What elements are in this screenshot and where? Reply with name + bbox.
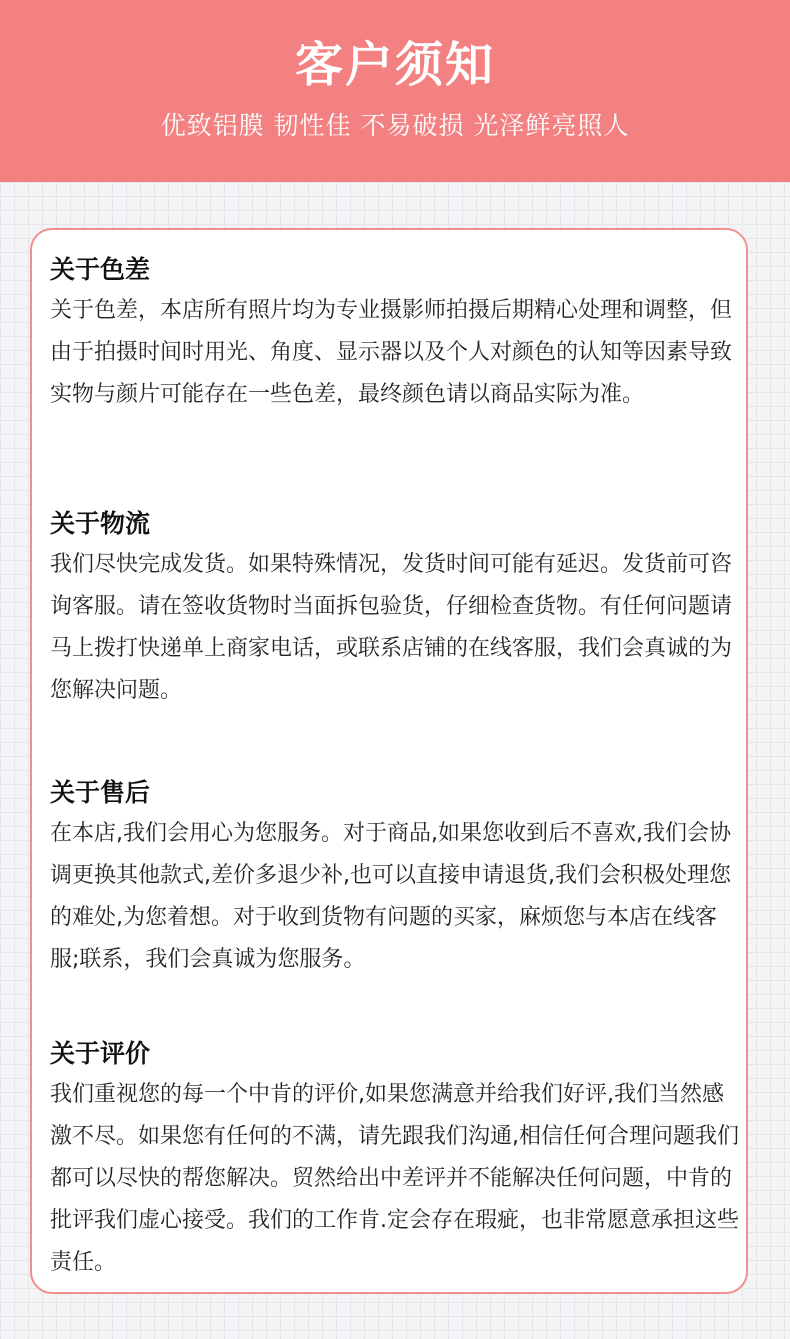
section-body: 我们重视您的每一个中肯的评价,如果您满意并给我们好评,我们当然感激不尽。如果您有任何的不满，请先跟我们沟通,相信任何合理问题我们都可以尽快的帮您解决。贸然给出中差评并不能解决任何问题，中肯的批评我们虚心接受。我们的工作肯.定会存在瑕疵，也非常愿意承担这些责任。: [50, 1082, 739, 1275]
section-heading: 关于物流: [50, 509, 151, 538]
section-after-sales: [50, 773, 740, 981]
section-heading: 关于售后: [50, 778, 151, 807]
notice-card: [30, 228, 748, 1294]
header-banner: [0, 0, 790, 182]
section-heading: 关于评价: [50, 1039, 151, 1068]
section-body: 在本店,我们会用心为您服务。对于商品,如果您收到后不喜欢,我们会协调更换其他款式,差价多退少补,也可以直接申请退货,我们会积极处理您的难处,为您着想。对于收到货物有问题的买家，麻烦您与本店在线客服;联系，我们会真诚为您服务。: [50, 821, 731, 972]
section-heading: 关于色差: [50, 255, 151, 284]
section-logistics: [50, 504, 740, 712]
section-reviews: [50, 1034, 740, 1284]
page-subtitle: 优致铝膜 韧性佳 不易破损 光泽鲜亮照人: [160, 111, 630, 140]
section-body: 我们尽快完成发货。如果特殊情况，发货时间可能有延迟。发货前可咨询客服。请在签收货物时当面拆包验货，仔细检查货物。有任何问题请马上拨打快递单上商家电话，或联系店铺的在线客服，我们会真诚的为您解决问题。: [50, 552, 733, 703]
page-title: 客户须知: [294, 37, 495, 93]
section-body: 关于色差，本店所有照片均为专业摄影师拍摄后期精心处理和调整，但由于拍摄时间时用光、角度、显示器以及个人对颜色的认知等因素导致实物与颜片可能存在一些色差，最终颜色请以商品实际为准。: [50, 298, 733, 407]
section-color-difference: [50, 250, 740, 416]
